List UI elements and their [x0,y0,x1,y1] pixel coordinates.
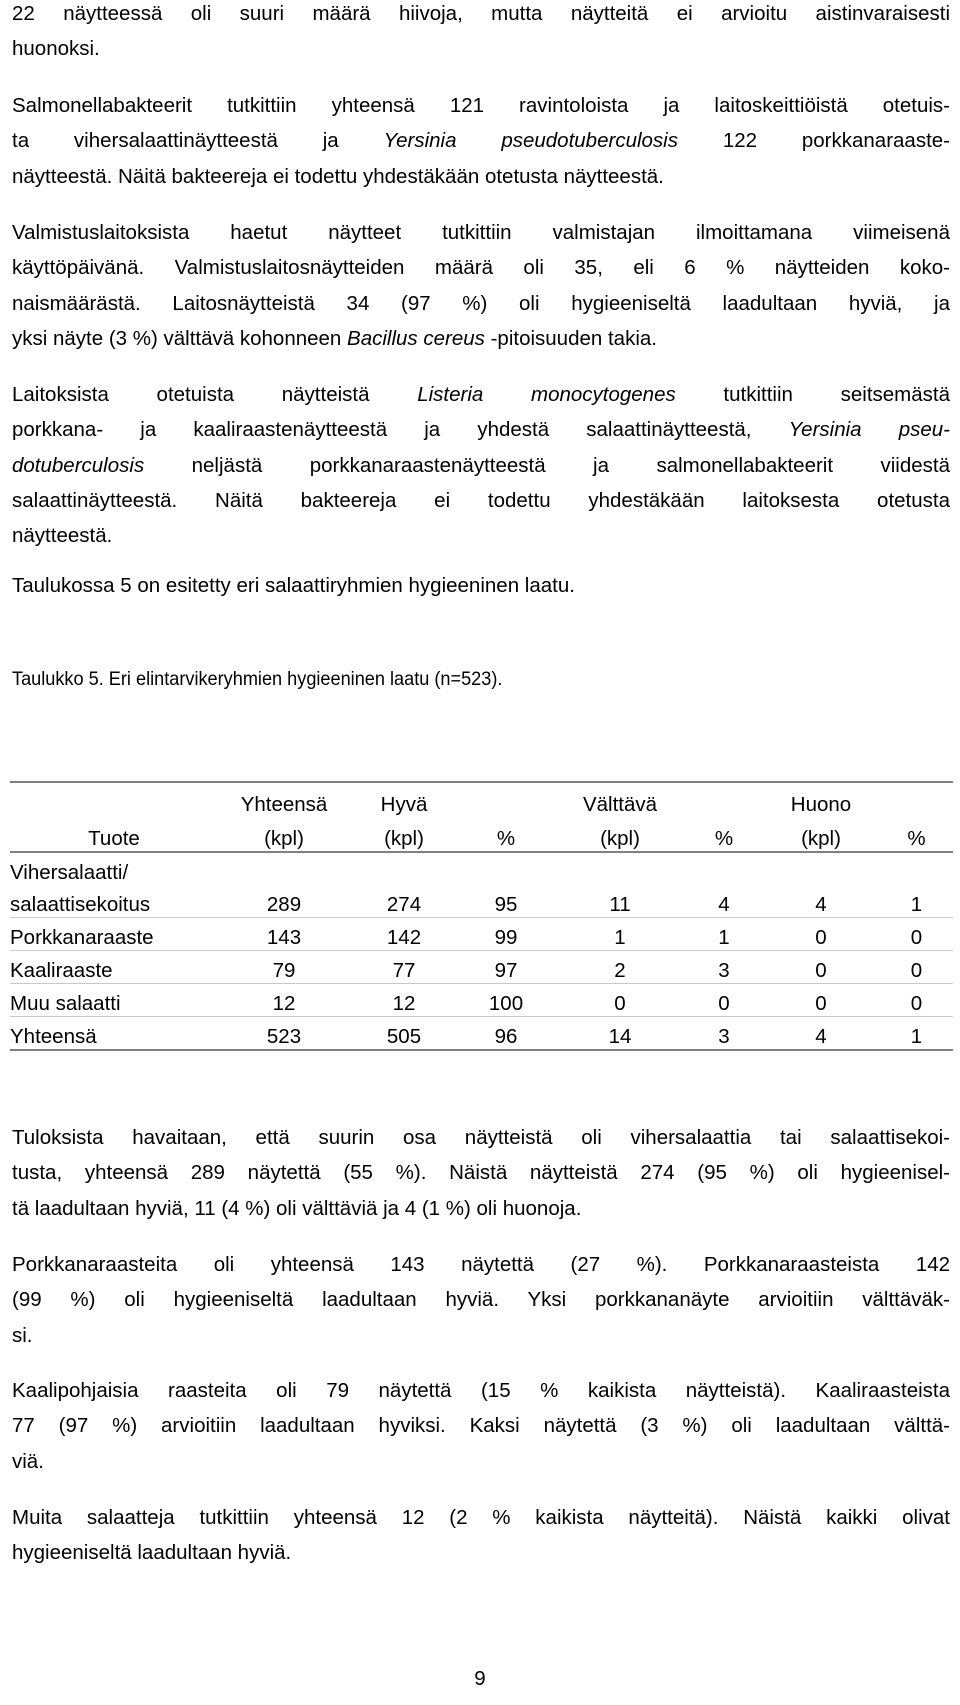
page-number: 9 [474,1667,486,1690]
table-cell: 3 [686,951,762,984]
column-header: (kpl) [350,817,458,852]
column-header: Välttävä [554,782,686,817]
row-label: Yhteensä [10,1017,218,1051]
species-name: Yersinia pseu- [788,418,950,442]
table-cell: 143 [218,918,350,951]
species-name: Yersinia pseudotuberculosis [383,129,678,153]
text-line: käyttöpäivänä. Valmistuslaitosnäytteiden määrä oli 35, eli 6 % näytteiden koko- [12,256,950,280]
column-header: (kpl) [762,817,880,852]
table-cell: 2 [554,951,686,984]
table-header-row [10,817,953,852]
text-line: tä laadultaan hyviä, 11 (4 %) oli välttäviä ja 4 (1 %) oli huonoja. [12,1196,582,1220]
column-header: Yhteensä [218,782,350,817]
table-cell: 274 [350,885,458,918]
text-line: naismäärästä. Laitosnäytteistä 34 (97 %) oli hygieeniseltä laadultaan hyviä, ja [12,291,950,315]
species-name: Bacillus cereus [347,326,485,350]
text-line: näytteestä. Näitä bakteereja ei todettu yhdestäkään otetusta näytteestä. [12,164,664,188]
paragraph-green-salad-results [12,1120,950,1226]
table-cell: 0 [762,951,880,984]
table-cell: 0 [880,918,953,951]
column-header: % [880,817,953,852]
table-cell: 77 [350,951,458,984]
table-cell: 1 [554,918,686,951]
text-line: tusta, yhteensä 289 näytettä (55 %). Näistä näytteistä 274 (95 %) oli hygieenisel- [12,1161,950,1185]
text-line: ta vihersalaattinäytteestä ja Yersinia pseudotuberculosis 122 porkkanaraaste- [12,129,950,153]
table-caption: Taulukko 5. Eri elintarvikeryhmien hygieeninen laatu (n=523). [12,668,503,690]
text-line: huonoksi. [12,37,100,61]
table-cell: 142 [350,918,458,951]
table-cell: 1 [686,918,762,951]
table-cell: 0 [880,951,953,984]
table-cell: 14 [554,1017,686,1051]
table-cell: 95 [458,885,554,918]
text-line: Laitoksista otetuista näytteistä Listeria monocytogenes tutkittiin seitsemästä [12,383,951,406]
table-row [10,984,953,1017]
row-label: salaattisekoitus [10,885,218,918]
column-header: % [458,817,554,852]
text-line: Porkkanaraasteita oli yhteensä 143 näytettä (27 %). Porkkanaraasteista 142 [12,1253,950,1276]
column-header: (kpl) [554,817,686,852]
text-line: dotuberculosis neljästä porkkanaraastenäytteestä ja salmonellabakteerit viidestä [12,453,950,477]
table-cell: 79 [218,951,350,984]
table-header-row [10,782,953,817]
column-header [686,782,762,817]
text-line: Tuloksista havaitaan, että suurin osa näytteistä oli vihersalaattia tai salaattisekoi- [12,1126,950,1149]
table-cell: 523 [218,1017,350,1051]
table-cell: 1 [880,1017,953,1051]
column-header [880,782,953,817]
paragraph-carrot-results [12,1247,950,1353]
text-line: Valmistuslaitoksista haetut näytteet tutkittiin valmistajan ilmoittamana viimeisenä [12,221,950,244]
table-row [10,885,953,918]
paragraph-factory-pathogens [12,377,950,553]
table-cell: 0 [762,984,880,1017]
table-cell: 99 [458,918,554,951]
column-header [458,782,554,817]
text-line: (99 %) oli hygieeniseltä laadultaan hyviä. Yksi porkkananäyte arvioitiin välttäväk- [12,1288,950,1312]
table-cell: 1 [880,885,953,918]
table-cell: 100 [458,984,554,1017]
row-label: Muu salaatti [10,984,218,1017]
column-header: Hyvä [350,782,458,817]
row-label: Vihersalaatti/ [10,861,129,884]
table-cell: 11 [554,885,686,918]
table-cell: 0 [686,984,762,1017]
table-cell: 4 [686,885,762,918]
text-line: porkkana- ja kaaliraastenäytteestä ja yhdestä salaattinäytteestä, Yersinia pseu- [12,418,950,442]
paragraph-factory-samples [12,215,950,356]
table-cell: 12 [350,984,458,1017]
column-header: (kpl) [218,817,350,852]
column-header [10,782,218,817]
column-header: Huono [762,782,880,817]
table-cell: 505 [350,1017,458,1051]
text-line: 22 näytteessä oli suuri määrä hiivoja, mutta näytteitä ei arvioitu aistinvaraisesti [12,2,950,25]
text-line: 77 (97 %) arvioitiin laadultaan hyviksi. Kaksi näytettä (3 %) oli laadultaan välttä- [12,1414,950,1438]
paragraph-table-intro [12,568,950,603]
text-line: näytteestä. [12,524,113,548]
column-header: % [686,817,762,852]
hygiene-quality-table [10,781,953,1051]
table-row [10,852,953,885]
table-total-row [10,1017,953,1051]
text-line: Muita salaatteja tutkittiin yhteensä 12 (2 % kaikista näytteitä). Näistä kaikki olivat [12,1506,950,1529]
table-cell: 3 [686,1017,762,1051]
row-label: Kaaliraaste [10,951,218,984]
species-name: Listeria monocytogenes [417,383,676,406]
table-cell: 289 [218,885,350,918]
paragraph-yeast [12,0,950,67]
table-cell: 0 [554,984,686,1017]
text-line: Salmonellabakteerit tutkittiin yhteensä 121 ravintoloista ja laitoskeittiöistä otetuis- [12,94,950,117]
row-label: Porkkanaraaste [10,918,218,951]
paragraph-cabbage-results [12,1373,950,1479]
text-line: viä. [12,1449,44,1473]
text-line: si. [12,1323,33,1347]
species-name: dotuberculosis [12,453,145,477]
table-cell: 0 [762,918,880,951]
table-cell: 4 [762,885,880,918]
table-cell: 4 [762,1017,880,1051]
paragraph-other-salads-results [12,1500,950,1571]
table-cell: 12 [218,984,350,1017]
text-line: salaattinäytteestä. Näitä bakteereja ei todettu yhdestäkään laitoksesta otetusta [12,488,950,512]
column-header: Tuote [10,817,218,852]
table-row [10,951,953,984]
text-line: Kaalipohjaisia raasteita oli 79 näytettä (15 % kaikista näytteistä). Kaaliraasteista [12,1379,950,1402]
table-cell: 96 [458,1017,554,1051]
table-cell: 0 [880,984,953,1017]
table-cell: 97 [458,951,554,984]
table-row [10,918,953,951]
text-line: hygieeniseltä laadultaan hyviä. [12,1541,292,1565]
text-line: Taulukossa 5 on esitetty eri salaattiryhmien hygieeninen laatu. [12,574,575,597]
text-line: yksi näyte (3 %) välttävä kohonneen Bacillus cereus -pitoisuuden takia. [12,326,657,350]
paragraph-salmonella [12,88,950,194]
